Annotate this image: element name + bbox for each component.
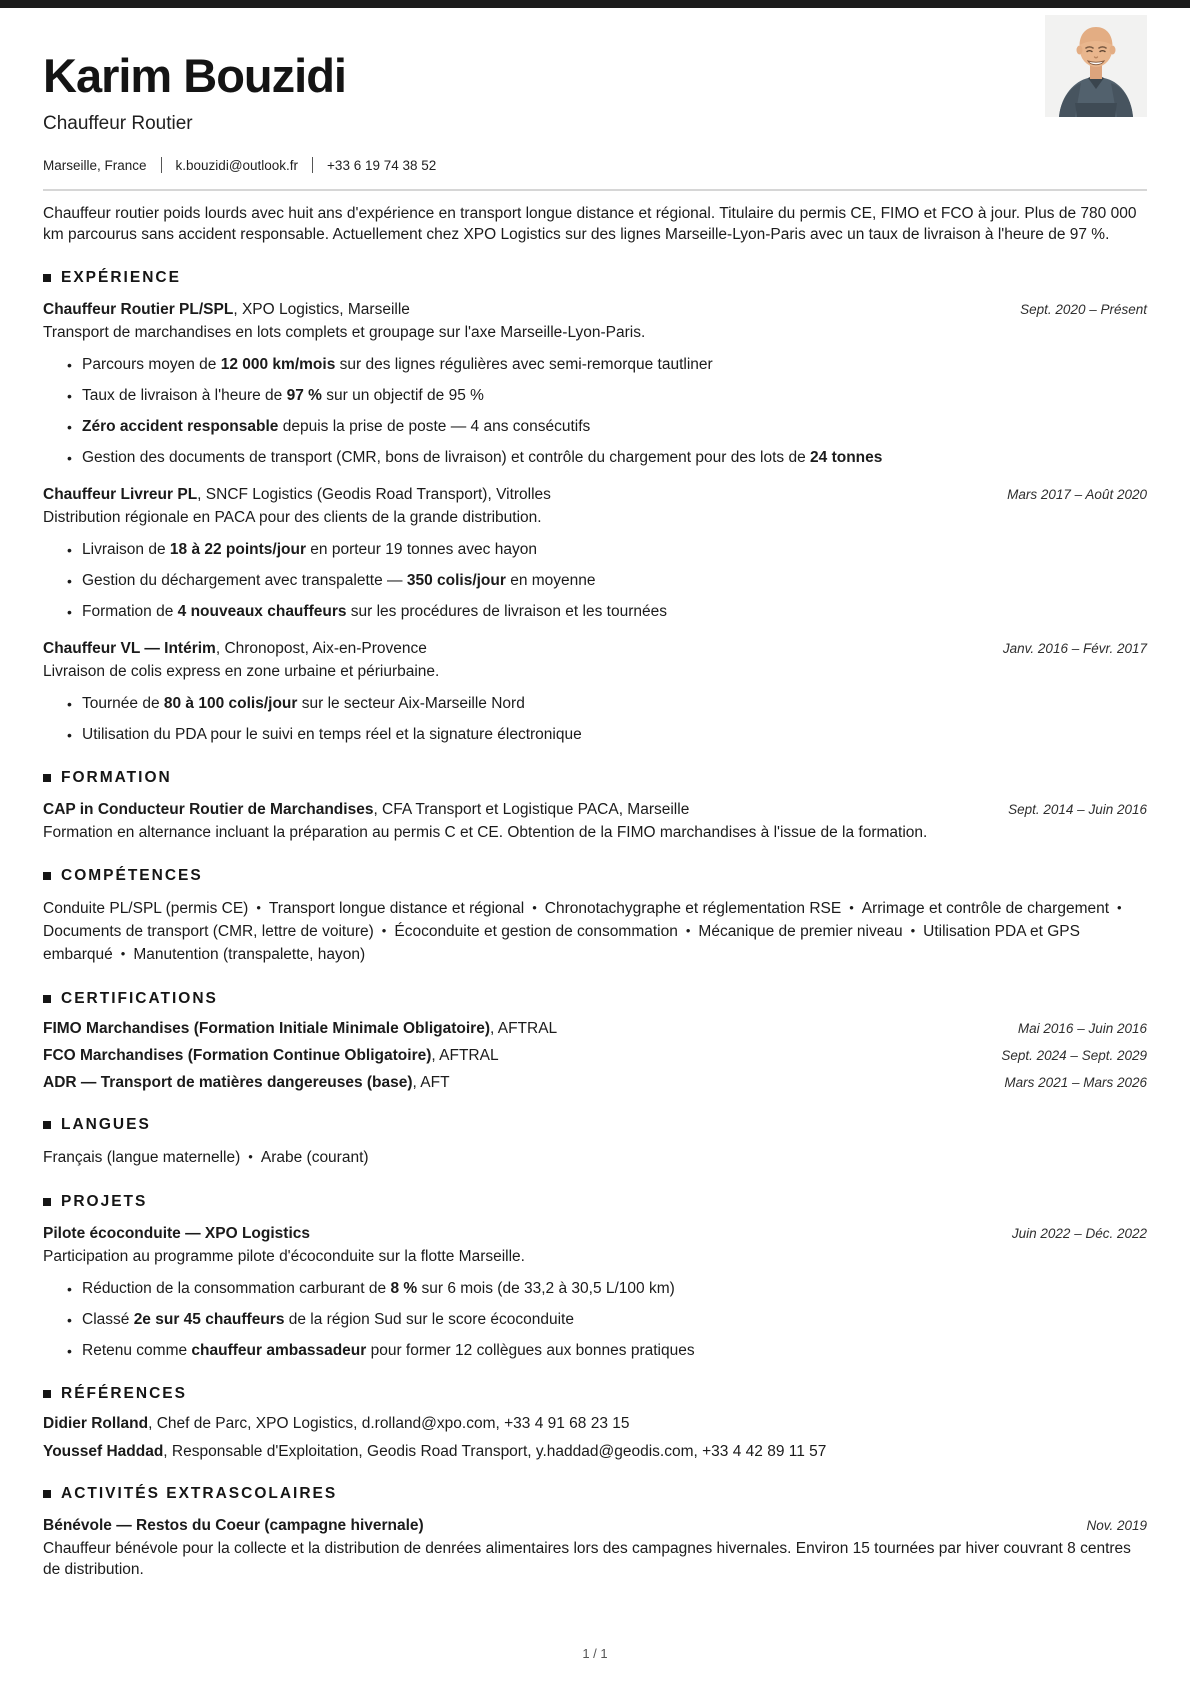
bullet-item — [67, 602, 1147, 622]
entry-description: Livraison de colis express en zone urbaine et périurbaine. — [43, 663, 440, 680]
profile-photo — [1045, 15, 1147, 117]
bullet-text: sur les procédures de livraison et les tournées — [346, 603, 667, 620]
certification-row — [43, 1074, 1147, 1092]
bullet-text: Gestion des documents de transport (CMR, bons de livraison) et contrôle du chargement pour des lots de — [82, 449, 811, 466]
bullet-highlight: 18 à 22 points/jour — [169, 541, 306, 558]
certification-name: FIMO Marchandises (Formation Initiale Minimale Obligatoire) — [43, 1020, 490, 1037]
bullet-item — [67, 694, 1147, 714]
bullet-highlight: 2e sur 45 chauffeurs — [133, 1311, 285, 1328]
entry-title-rest: , CFA Transport et Logistique PACA, Marseille — [373, 801, 690, 818]
bullet-item — [67, 1279, 1147, 1299]
certification-title — [43, 1020, 557, 1038]
skill-item: Manutention (transpalette, hayon) — [133, 946, 366, 963]
bullet-item — [67, 571, 1147, 591]
bullet-text: Tournée de — [82, 695, 164, 712]
square-bullet-icon — [43, 1390, 51, 1398]
bullet-text: de la région Sud sur le score écoconduite — [284, 1311, 574, 1328]
entry-title — [43, 299, 410, 321]
entry-title — [43, 638, 427, 660]
entry-title — [43, 1223, 310, 1245]
skill-item: Documents de transport (CMR, lettre de voiture) — [43, 923, 374, 940]
entry — [43, 484, 1147, 622]
bullet-item — [67, 725, 1147, 745]
bullet-item — [67, 386, 1147, 406]
reference-name: Didier Rolland — [43, 1415, 149, 1432]
bullet-item — [67, 540, 1147, 560]
bullet-highlight: 12 000 km/mois — [220, 356, 336, 373]
entry-title — [43, 484, 551, 506]
entry — [43, 638, 1147, 745]
skills-list — [43, 897, 1147, 966]
experience-list — [43, 299, 1147, 745]
section-heading-formation: FORMATION — [43, 769, 1147, 787]
bullet-highlight: chauffeur ambassadeur — [191, 1342, 367, 1359]
language-item: Arabe (courant) — [260, 1149, 369, 1166]
section-heading-certifications: CERTIFICATIONS — [43, 990, 1147, 1008]
skill-item: Écoconduite et gestion de consommation — [394, 923, 678, 940]
contact-separator — [161, 157, 162, 173]
section-heading-references: RÉFÉRENCES — [43, 1385, 1147, 1403]
headshot-illustration — [1045, 15, 1147, 117]
bullet-text: en porteur 19 tonnes avec hayon — [306, 541, 537, 558]
entry — [43, 1515, 1147, 1580]
certifications-list — [43, 1020, 1147, 1092]
bullet-separator: • — [849, 900, 854, 915]
entry-description: Transport de marchandises en lots complets et groupage sur l'axe Marseille-Lyon-Paris. — [43, 324, 646, 341]
entry-title-rest: , SNCF Logistics (Geodis Road Transport), Vitrolles — [197, 486, 551, 503]
top-accent-bar — [0, 0, 1190, 8]
bullet-text: sur le secteur Aix-Marseille Nord — [297, 695, 525, 712]
certification-date: Mai 2016 – Juin 2016 — [1017, 1021, 1147, 1036]
entry-date: Juin 2022 – Déc. 2022 — [1011, 1226, 1147, 1241]
entry-description: Chauffeur bénévole pour la collecte et la distribution de denrées alimentaires lors des campagnes hivernales. Environ 15 tournées par hiver couvrant 8 centres de distribution. — [43, 1540, 1131, 1578]
header — [43, 8, 1147, 173]
entry — [43, 1223, 1147, 1361]
bullet-text: sur 6 mois (de 33,2 à 30,5 L/100 km) — [417, 1280, 675, 1297]
language-item: Français (langue maternelle) — [43, 1149, 241, 1166]
certification-name: FCO Marchandises (Formation Continue Obligatoire) — [43, 1047, 432, 1064]
bullet-item — [67, 417, 1147, 437]
entry-description: Formation en alternance incluant la préparation au permis C et CE. Obtention de la FIMO marchandises à l'issue de la formation. — [43, 824, 928, 841]
contact-separator — [312, 157, 313, 173]
header-divider — [43, 189, 1147, 191]
entry-bullet-list — [43, 355, 1147, 468]
entry-date: Mars 2017 – Août 2020 — [1007, 487, 1147, 502]
bullet-separator: • — [381, 923, 387, 938]
bullet-highlight: 8 % — [390, 1280, 418, 1297]
reference-details: , Responsable d'Exploitation, Geodis Road Transport, y.haddad@geodis.com, +33 4 42 89 11 57 — [163, 1443, 827, 1460]
entry-title-rest: , Chronopost, Aix-en-Provence — [215, 640, 427, 657]
entry-title-bold: Pilote écoconduite — XPO Logistics — [43, 1225, 310, 1242]
square-bullet-icon — [43, 274, 51, 282]
bullet-item — [67, 1341, 1147, 1361]
bullet-separator: • — [910, 923, 916, 938]
bullet-item — [67, 1310, 1147, 1330]
entry-header — [43, 799, 1147, 821]
bullet-highlight: 350 colis/jour — [406, 572, 506, 589]
certification-issuer: , AFTRAL — [489, 1020, 558, 1037]
entry-title-bold: Chauffeur Routier PL/SPL — [43, 301, 234, 318]
contact-email: k.bouzidi@outlook.fr — [175, 157, 299, 173]
skill-item: Chronotachygraphe et réglementation RSE — [544, 900, 842, 917]
bullet-separator: • — [1117, 900, 1122, 915]
reference-row — [43, 1443, 1147, 1461]
square-bullet-icon — [43, 1490, 51, 1498]
profile-summary: Chauffeur routier poids lourds avec huit ans d'expérience en transport longue distance et régional. Titulaire du permis CE, FIMO et FCO à jour. Plus de 780 000 km parcourus sans accident responsable. Actuellement chez XPO Logistics sur des lignes Marseille-Lyon-Paris avec un taux de livraison à l'heure de 97 %. — [43, 205, 1137, 243]
bullet-separator: • — [256, 900, 261, 915]
bullet-text: en moyenne — [505, 572, 596, 589]
skill-item: Mécanique de premier niveau — [698, 923, 903, 940]
square-bullet-icon — [43, 995, 51, 1003]
entry-title-bold: Bénévole — Restos du Coeur (campagne hivernale) — [43, 1517, 424, 1534]
certification-title — [43, 1047, 499, 1065]
bullet-highlight: 24 tonnes — [810, 449, 883, 466]
bullet-highlight: Zéro accident responsable — [82, 418, 279, 435]
bullet-text: depuis la prise de poste — 4 ans consécutifs — [278, 418, 591, 435]
certification-name: ADR — Transport de matières dangereuses (base) — [43, 1074, 413, 1091]
entry-date: Janv. 2016 – Févr. 2017 — [1002, 641, 1147, 656]
certification-row — [43, 1047, 1147, 1065]
certification-date: Sept. 2024 – Sept. 2029 — [1001, 1048, 1147, 1063]
bullet-text: sur des lignes régulières avec semi-remorque tautliner — [335, 356, 713, 373]
entry-title-bold: CAP in Conducteur Routier de Marchandises — [43, 801, 374, 818]
entry-title-bold: Chauffeur VL — Intérim — [43, 640, 216, 657]
reference-details: , Chef de Parc, XPO Logistics, d.rolland@xpo.com, +33 4 91 68 23 15 — [148, 1415, 630, 1432]
square-bullet-icon — [43, 1198, 51, 1206]
page-indicator: 1 / 1 — [582, 1646, 608, 1661]
contact-row — [43, 157, 1147, 173]
bullet-text: sur un objectif de 95 % — [321, 387, 484, 404]
bullet-item — [67, 355, 1147, 375]
entry-bullet-list — [43, 540, 1147, 622]
entry-header — [43, 638, 1147, 660]
projects-list — [43, 1223, 1147, 1361]
entry-description: Distribution régionale en PACA pour des clients de la grande distribution. — [43, 509, 542, 526]
contact-location: Marseille, France — [43, 157, 147, 173]
entry-header — [43, 1223, 1147, 1245]
section-heading-langues: LANGUES — [43, 1116, 1147, 1134]
square-bullet-icon — [43, 872, 51, 880]
entry-header — [43, 1515, 1147, 1537]
entry-description: Participation au programme pilote d'écoconduite sur la flotte Marseille. — [43, 1248, 525, 1265]
bullet-text: pour former 12 collègues aux bonnes pratiques — [366, 1342, 695, 1359]
job-title: Chauffeur Routier — [43, 113, 193, 134]
activities-list — [43, 1515, 1147, 1580]
entry-bullet-list — [43, 1279, 1147, 1361]
bullet-separator: • — [532, 900, 537, 915]
formation-list — [43, 799, 1147, 843]
entry — [43, 299, 1147, 468]
bullet-text: Utilisation du PDA pour le suivi en temps réel et la signature électronique — [82, 726, 582, 743]
entry-date: Sept. 2020 – Présent — [1020, 302, 1147, 317]
bullet-item — [67, 448, 1147, 468]
bullet-text: Parcours moyen de — [82, 356, 221, 373]
entry-header — [43, 299, 1147, 321]
entry-date: Nov. 2019 — [1086, 1518, 1147, 1533]
bullet-highlight: 80 à 100 colis/jour — [163, 695, 298, 712]
skill-item: Utilisation PDA et GPS embarqué — [43, 923, 1080, 963]
section-heading-activites: ACTIVITÉS EXTRASCOLAIRES — [43, 1485, 1147, 1503]
entry-date: Sept. 2014 – Juin 2016 — [1008, 802, 1147, 817]
bullet-highlight: 4 nouveaux chauffeurs — [177, 603, 347, 620]
entry-title — [43, 1515, 424, 1537]
bullet-text: Livraison de — [82, 541, 170, 558]
bullet-text: Réduction de la consommation carburant de — [82, 1280, 391, 1297]
skill-item: Arrimage et contrôle de chargement — [861, 900, 1110, 917]
certification-issuer: , AFT — [412, 1074, 450, 1091]
entry — [43, 799, 1147, 843]
entry-title — [43, 799, 689, 821]
section-heading-projets: PROJETS — [43, 1193, 1147, 1211]
reference-name: Youssef Haddad — [43, 1443, 164, 1460]
certification-issuer: , AFTRAL — [431, 1047, 499, 1064]
entry-header — [43, 484, 1147, 506]
skill-item: Conduite PL/SPL (permis CE) — [43, 900, 249, 917]
bullet-text: Formation de — [82, 603, 178, 620]
square-bullet-icon — [43, 774, 51, 782]
section-heading-experience: EXPÉRIENCE — [43, 269, 1147, 287]
languages-list — [43, 1146, 1147, 1169]
bullet-text: Gestion du déchargement avec transpalette — — [82, 572, 407, 589]
square-bullet-icon — [43, 1121, 51, 1129]
bullet-text: Retenu comme — [82, 1342, 192, 1359]
section-heading-competences: COMPÉTENCES — [43, 867, 1147, 885]
certification-date: Mars 2021 – Mars 2026 — [1004, 1075, 1147, 1090]
references-list — [43, 1415, 1147, 1461]
certification-title — [43, 1074, 450, 1092]
bullet-separator: • — [120, 946, 126, 961]
entry-title-bold: Chauffeur Livreur PL — [43, 486, 198, 503]
bullet-highlight: 97 % — [286, 387, 322, 404]
bullet-separator: • — [685, 923, 691, 938]
entry-title-rest: , XPO Logistics, Marseille — [233, 301, 410, 318]
entry-bullet-list — [43, 694, 1147, 745]
bullet-text: Taux de livraison à l'heure de — [82, 387, 287, 404]
bullet-text: Classé — [82, 1311, 134, 1328]
person-name: Karim Bouzidi — [43, 49, 346, 102]
skill-item: Transport longue distance et régional — [268, 900, 525, 917]
reference-row — [43, 1415, 1147, 1433]
certification-row — [43, 1020, 1147, 1038]
contact-phone: +33 6 19 74 38 52 — [327, 157, 437, 173]
bullet-separator: • — [248, 1149, 253, 1164]
